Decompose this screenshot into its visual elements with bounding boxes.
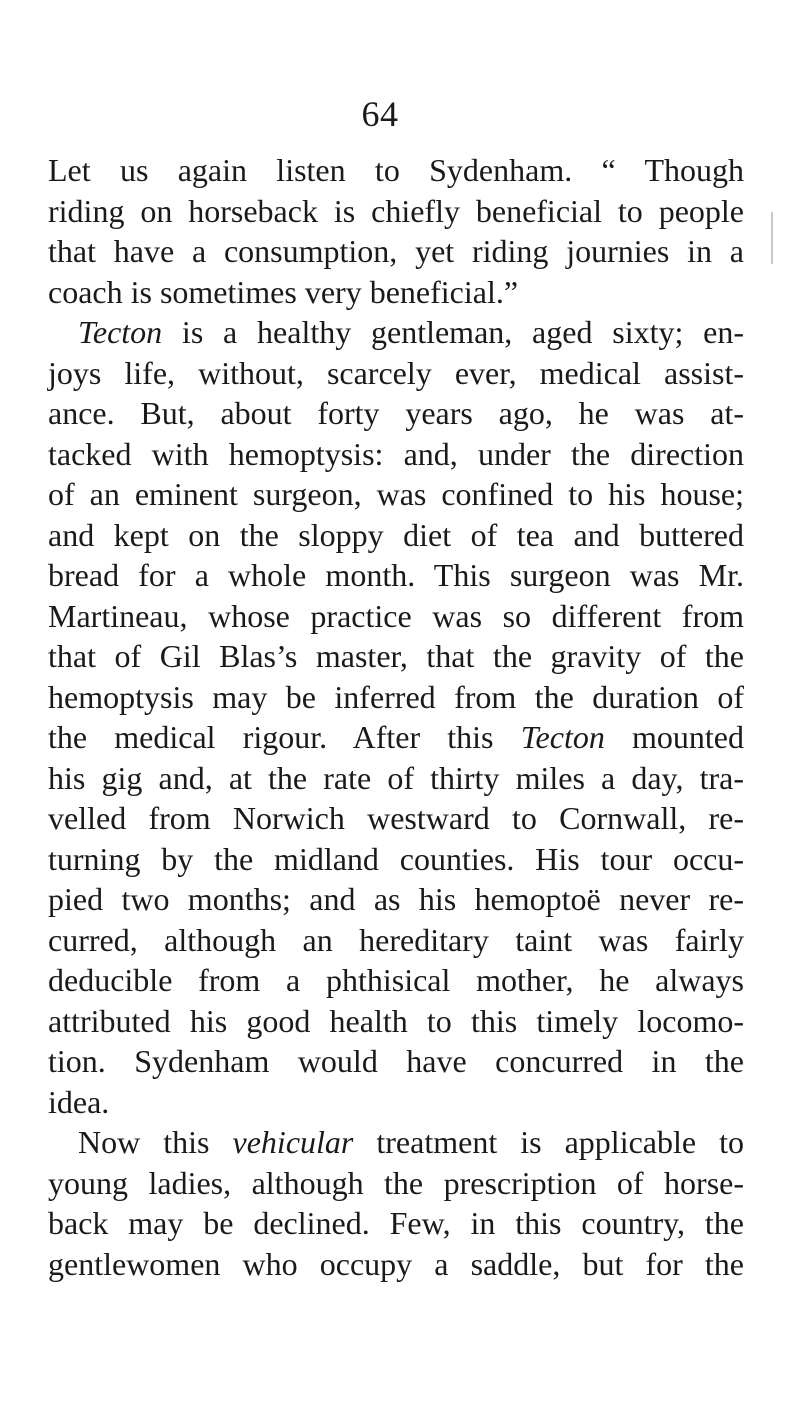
text-line: Let us again listen to Sydenham. “ Though (48, 152, 744, 188)
text-line: back may be declined. Few, in this country, the (48, 1205, 744, 1241)
text-line: that of Gil Blas’s master, that the gravity of the (48, 638, 744, 674)
text-line: hemoptysis may be inferred from the duration of (48, 678, 744, 715)
text-line: that have a consumption, yet riding journies in a (48, 233, 744, 269)
text-line: the medical rigour. After this Tecton mounted (48, 719, 745, 755)
text-line: of an eminent surgeon, was confined to his house; (48, 476, 744, 512)
text-line: riding on horseback is chiefly beneficial to people (48, 192, 744, 229)
page-number: 64 (361, 94, 399, 134)
text-line: gentlewomen who occupy a saddle, but for the (48, 1245, 744, 1282)
text-line: curred, although an hereditary taint was fairly (48, 921, 744, 958)
text-line: velled from Norwich westward to Cornwall, re- (48, 800, 744, 836)
text-line: coach is sometimes very beneficial.” (48, 273, 519, 310)
text-line: Tecton is a healthy gentleman, aged sixty; en- (78, 314, 744, 350)
page-edge-mark (771, 212, 773, 264)
text-line: attributed his good health to this timely locomo- (48, 1002, 744, 1039)
body-text (48, 150, 744, 1284)
text-line: and kept on the sloppy diet of tea and buttered (48, 516, 744, 553)
text-line: Martineau, whose practice was so different from (48, 597, 744, 634)
text-line: ance. But, about forty years ago, he was at- (48, 395, 744, 431)
text-line: tacked with hemoptysis: and, under the direction (48, 435, 744, 472)
text-line: turning by the midland counties. His tour occu- (48, 840, 744, 877)
text-line: deducible from a phthisical mother, he always (48, 962, 744, 998)
text-line: joys life, without, scarcely ever, medical assist- (48, 354, 744, 391)
text-line: tion. Sydenham would have concurred in the (48, 1043, 744, 1079)
text-line: bread for a whole month. This surgeon was Mr. (48, 557, 744, 593)
text-line: idea. (48, 1083, 110, 1120)
text-line: his gig and, at the rate of thirty miles a day, tra- (48, 759, 744, 796)
text-line: Now this vehicular treatment is applicable to (78, 1124, 745, 1160)
text-line: pied two months; and as his hemoptoë never re- (48, 881, 744, 917)
text-line: young ladies, although the prescription of horse- (48, 1164, 744, 1201)
